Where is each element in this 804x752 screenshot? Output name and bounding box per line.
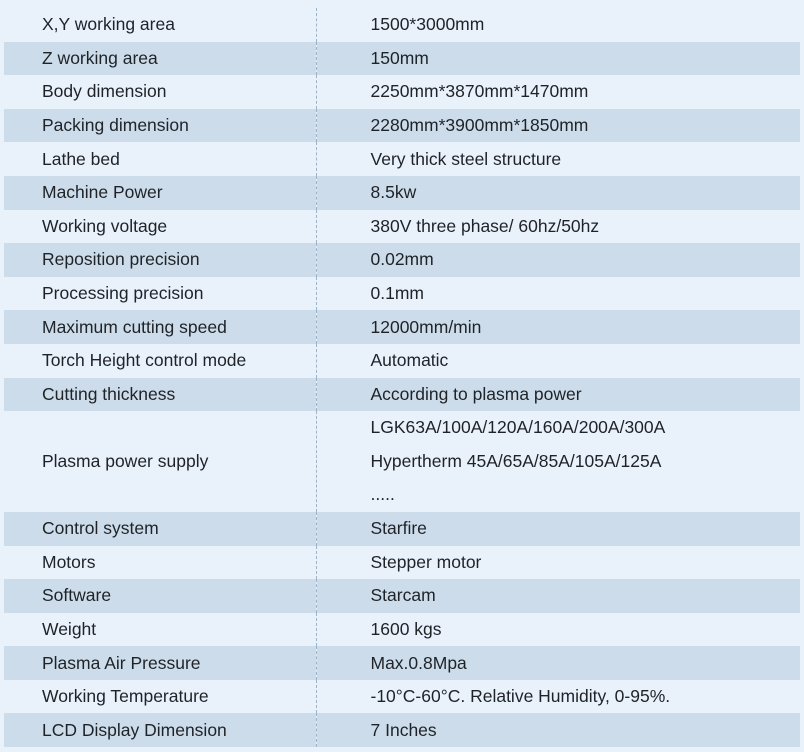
table-row <box>4 210 800 244</box>
table-row <box>4 378 800 412</box>
spec-label: Working Temperature <box>4 680 316 714</box>
spec-label: Motors <box>4 546 316 580</box>
plasma-line: ..... <box>370 484 395 505</box>
table-row <box>4 109 800 143</box>
table-row <box>4 646 800 680</box>
spec-label: Plasma Air Pressure <box>4 646 316 680</box>
spec-value: Very thick steel structure <box>370 148 562 169</box>
table-row <box>4 344 800 378</box>
table-row <box>4 243 800 277</box>
spec-label: Software <box>4 579 316 613</box>
spec-value: 2280mm*3900mm*1850mm <box>370 115 589 136</box>
spec-label: Maximum cutting speed <box>4 310 316 344</box>
table-row <box>4 42 800 76</box>
spec-label: Plasma power supply <box>4 411 316 512</box>
spec-label: Reposition precision <box>4 243 316 277</box>
table-row <box>4 142 800 176</box>
spec-label: Torch Height control mode <box>4 344 316 378</box>
spec-table-wrap <box>4 8 800 747</box>
spec-value: 0.1mm <box>370 283 424 304</box>
table-row <box>4 277 800 311</box>
spec-label: Body dimension <box>4 75 316 109</box>
spec-value: 0.02mm <box>370 249 434 270</box>
spec-label: Packing dimension <box>4 109 316 143</box>
spec-label: Control system <box>4 512 316 546</box>
table-row <box>4 680 800 714</box>
spec-value: Automatic <box>370 350 449 371</box>
spec-value: 1600 kgs <box>370 618 442 639</box>
spec-value: According to plasma power <box>370 383 582 404</box>
spec-value: 12000mm/min <box>370 316 482 337</box>
spec-value: Stepper motor <box>370 551 482 572</box>
spec-label: X,Y working area <box>4 8 316 42</box>
spec-value: 7 Inches <box>370 719 437 740</box>
spec-label: Cutting thickness <box>4 378 316 412</box>
spec-value: 2250mm*3870mm*1470mm <box>370 81 589 102</box>
table-row <box>4 613 800 647</box>
spec-value: Starfire <box>370 518 427 539</box>
table-row <box>4 75 800 109</box>
table-row <box>4 176 800 210</box>
spec-value: 8.5kw <box>370 182 417 203</box>
table-row <box>4 8 800 42</box>
table-row <box>4 310 800 344</box>
spec-value: -10°C-60°C. Relative Humidity, 0-95%. <box>370 686 671 707</box>
table-row <box>4 713 800 747</box>
spec-label: LCD Display Dimension <box>4 713 316 747</box>
spec-label: Lathe bed <box>4 142 316 176</box>
page-bottom-edge <box>0 748 804 752</box>
plasma-line: Hypertherm 45A/65A/85A/105A/125A <box>370 450 662 471</box>
spec-label: Weight <box>4 613 316 647</box>
spec-value: Starcam <box>370 585 436 606</box>
spec-value-multiline <box>316 411 800 512</box>
spec-value: Max.0.8Mpa <box>370 652 467 673</box>
spec-value: 380V three phase/ 60hz/50hz <box>370 215 600 236</box>
spec-value: 1500*3000mm <box>370 14 485 35</box>
table-row <box>4 579 800 613</box>
spec-table <box>4 8 800 747</box>
table-row-plasma <box>4 411 800 512</box>
spec-label: Working voltage <box>4 210 316 244</box>
spec-label: Z working area <box>4 42 316 76</box>
plasma-line: LGK63A/100A/120A/160A/200A/300A <box>370 417 666 438</box>
table-row <box>4 546 800 580</box>
table-row <box>4 512 800 546</box>
spec-value: 150mm <box>370 47 429 68</box>
spec-label: Machine Power <box>4 176 316 210</box>
spec-label: Processing precision <box>4 277 316 311</box>
